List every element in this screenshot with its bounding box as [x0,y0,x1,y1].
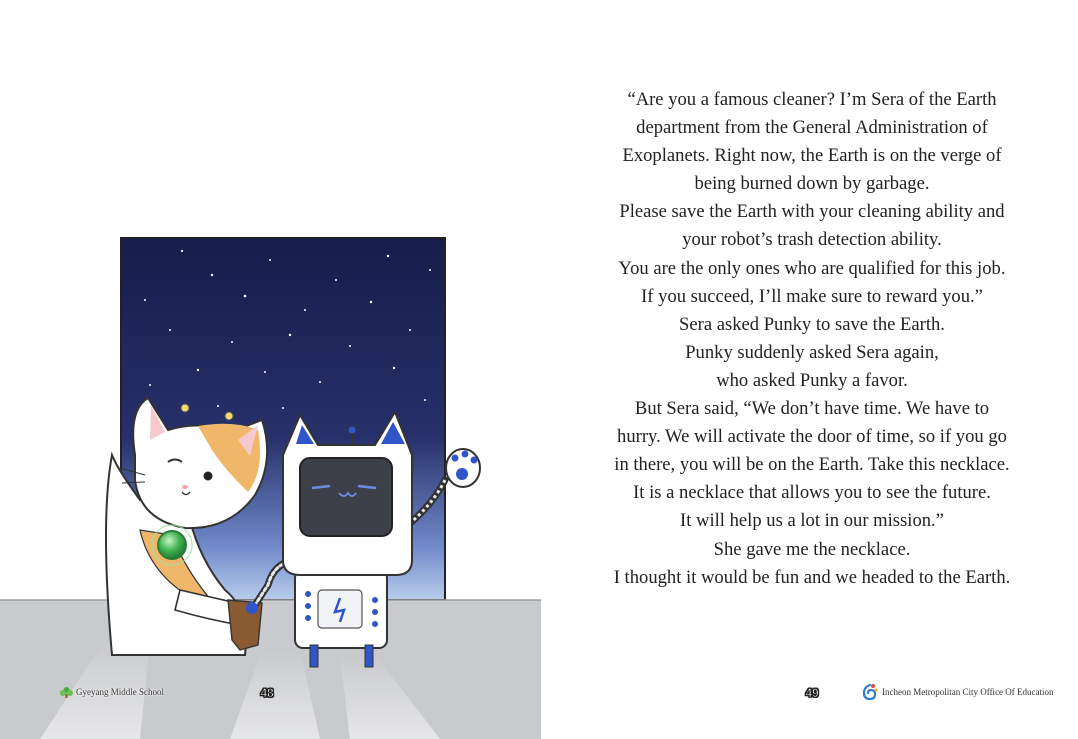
story-line: department from the General Administration of [636,117,988,139]
school-logo-icon [60,686,73,698]
story-line: hurry. We will activate the door of time, so if you go [617,426,1007,448]
page-number-right: 49 [805,686,819,700]
story-line: Sera asked Punky to save the Earth. [679,313,945,335]
story-line: If you succeed, I’ll make sure to reward you.” [641,285,983,307]
story-line: You are the only ones who are qualified for this job. [618,257,1006,279]
story-line: “Are you a famous cleaner? I’m Sera of the Earth [627,89,997,110]
office-of-education-logo-icon [862,683,878,701]
story-line: Punky suddenly asked Sera again, [685,341,939,363]
footer-left [60,686,164,698]
story-line: Exoplanets. Right now, the Earth is on the verge of [622,145,1002,167]
story-line: being burned down by garbage. [694,173,930,195]
story-line: who asked Punky a favor. [716,369,908,391]
story-line: But Sera said, “We don’t have time. We have to [634,398,990,420]
story-line: Please save the Earth with your cleaning ability and [619,201,1005,223]
story-line: It is a necklace that allows you to see the future. [633,482,991,504]
school-name: Gyeyang Middle School [76,687,164,697]
page-number-left: 48 [260,686,274,700]
footer-right [862,683,1054,701]
office-name: Incheon Metropolitan City Office Of Education [882,687,1054,697]
story-line: She gave me the necklace. [713,538,911,560]
story-line: your robot’s trash detection ability. [682,229,942,251]
story-line: in there, you will be on the Earth. Take this necklace. [614,454,1010,476]
necklace-gem [158,531,186,559]
story-text [600,86,1024,592]
story-line: It will help us a lot in our mission.” [680,510,944,532]
story-line: I thought it would be fun and we headed to the Earth. [613,566,1011,588]
